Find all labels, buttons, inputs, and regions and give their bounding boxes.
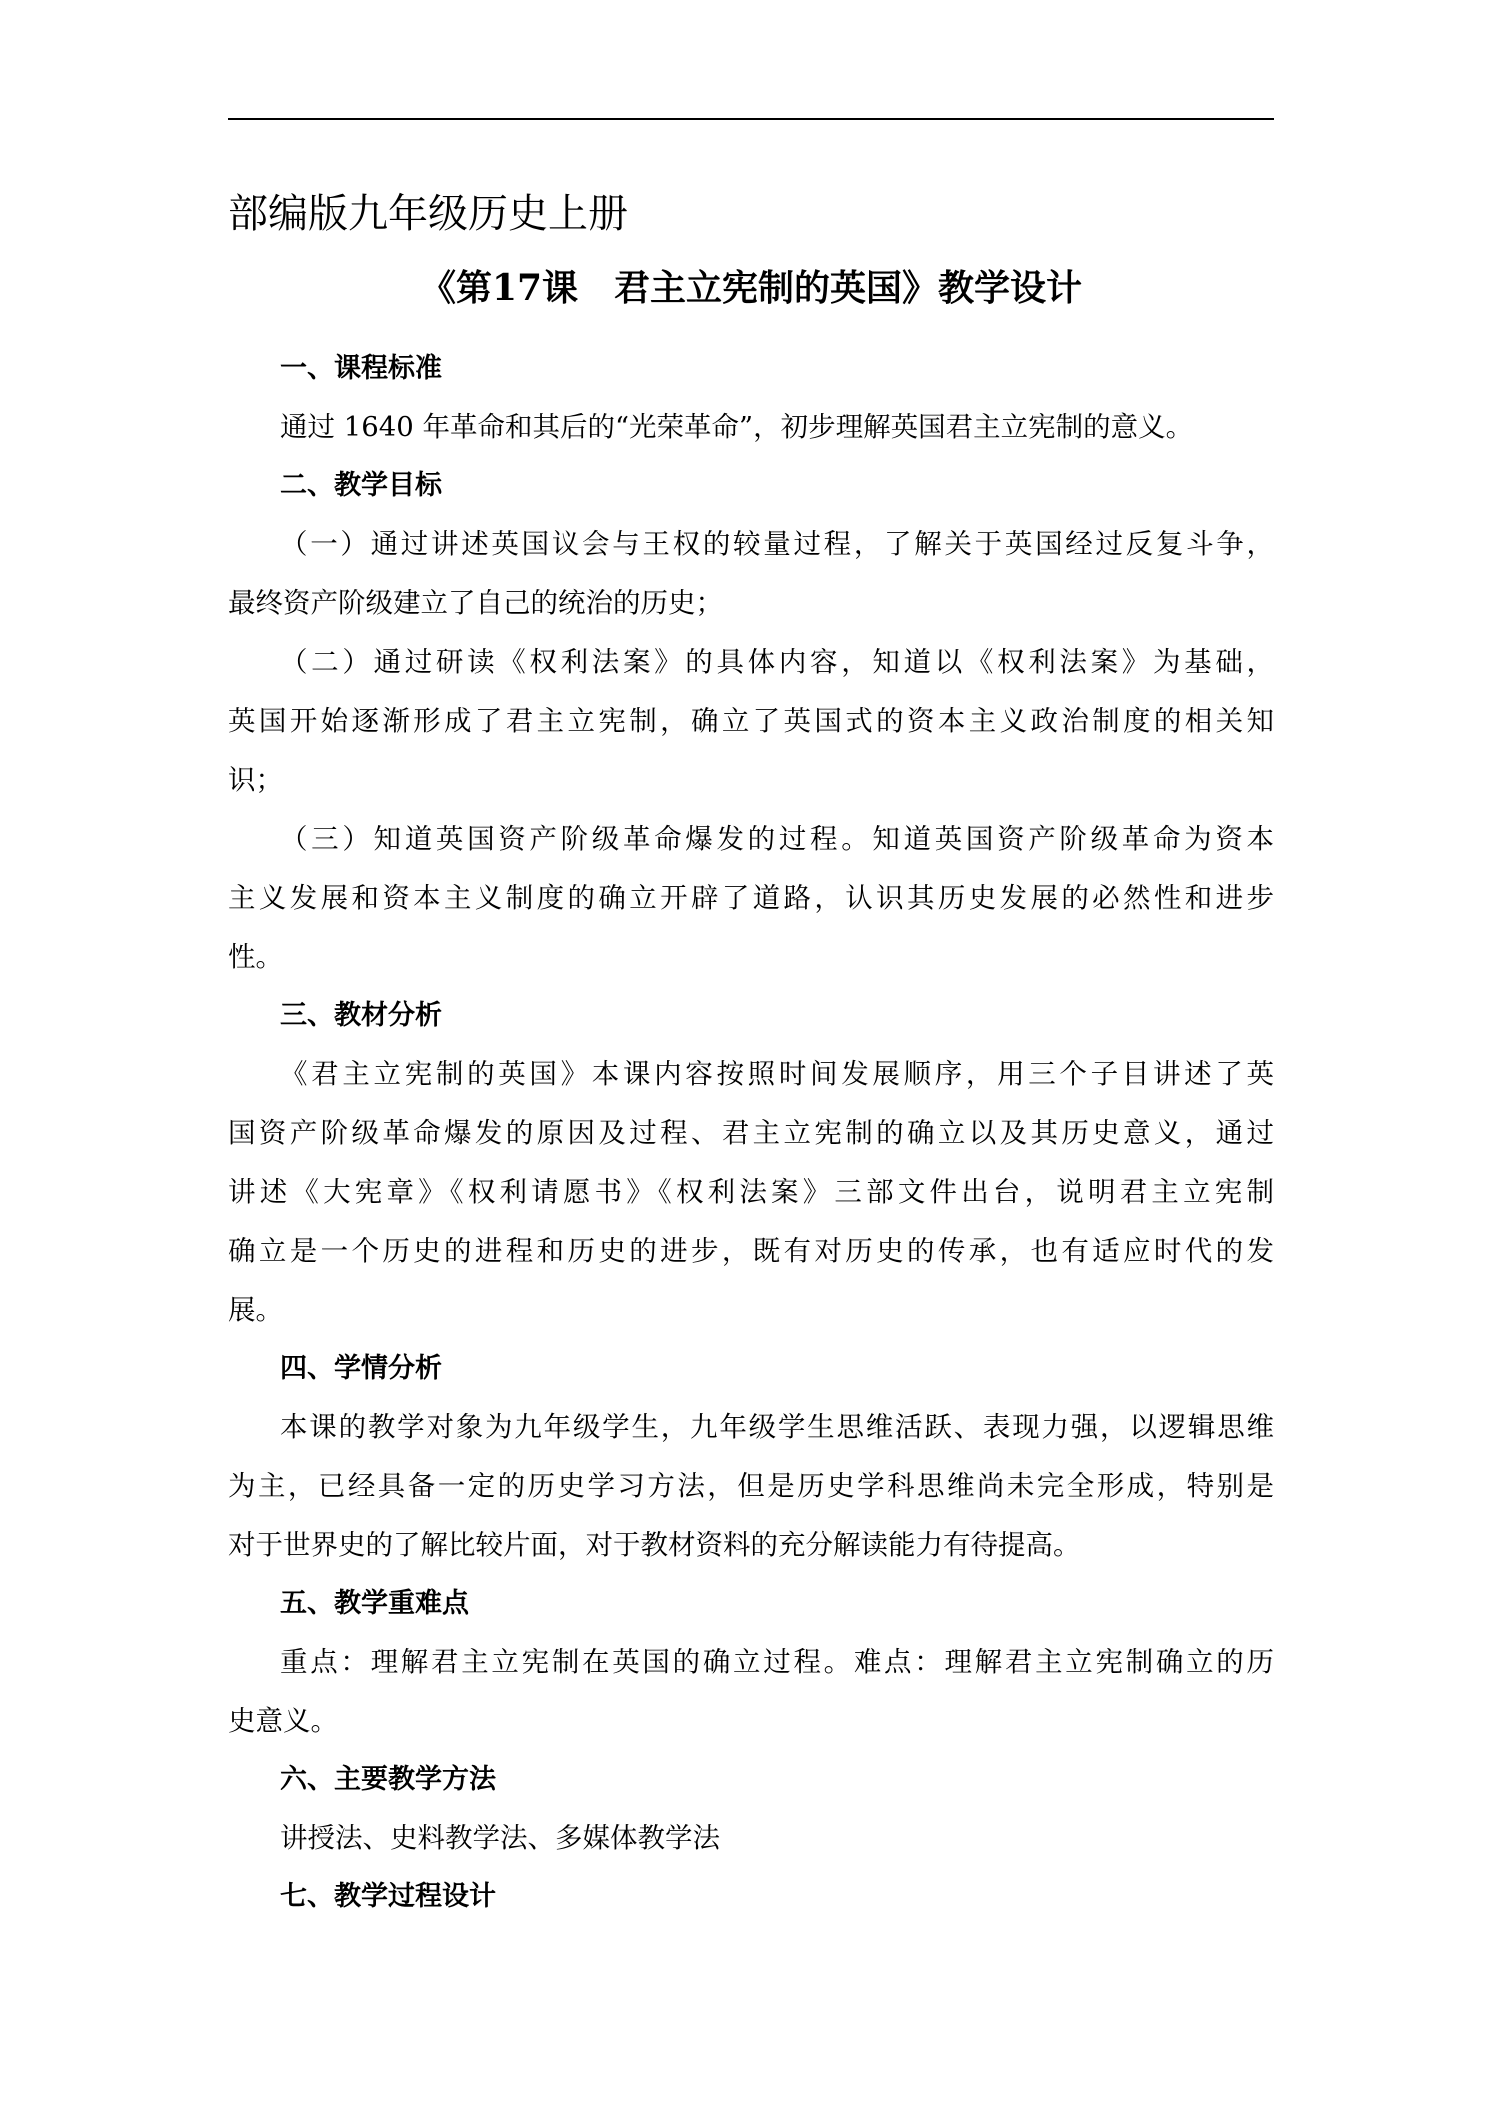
teaching-goal-3-paragraph bbox=[228, 810, 1274, 987]
paragraph-line: 国资产阶级革命爆发的原因及过程、君主立宪制的确立以及其历史意义，通过 bbox=[228, 1117, 1274, 1149]
section-heading-student-analysis: 四、学情分析 bbox=[280, 1353, 442, 1384]
paragraph-line: 确立是一个历史的进程和历史的进步，既有对历史的传承，也有适应时代的发 bbox=[228, 1235, 1274, 1267]
document-header: 部编版九年级历史上册 bbox=[228, 191, 628, 237]
paragraph-line: 最终资产阶级建立了自己的统治的历史； bbox=[228, 587, 723, 619]
paragraph-line: 性。 bbox=[228, 941, 283, 973]
paragraph-line: 讲授法、史料教学法、多媒体教学法 bbox=[280, 1822, 720, 1854]
paragraph-line: （二）通过研读《权利法案》的具体内容，知道以《权利法案》为基础， bbox=[280, 646, 1274, 678]
paragraph-line: 为主，已经具备一定的历史学习方法，但是历史学科思维尚未完全形成，特别是 bbox=[228, 1470, 1274, 1502]
header-rule bbox=[228, 118, 1274, 120]
paragraph-line: 英国开始逐渐形成了君主立宪制，确立了英国式的资本主义政治制度的相关知 bbox=[228, 705, 1274, 737]
student-analysis-paragraph bbox=[228, 1398, 1274, 1575]
key-difficult-points-paragraph bbox=[228, 1633, 1274, 1751]
paragraph-line: 通过 1640 年革命和其后的“光荣革命”，初步理解英国君主立宪制的意义。 bbox=[280, 411, 1194, 443]
section-heading-teaching-process: 七、教学过程设计 bbox=[280, 1881, 496, 1912]
teaching-goal-2-paragraph bbox=[228, 633, 1274, 810]
section-heading-textbook-analysis: 三、教材分析 bbox=[280, 1000, 442, 1031]
paragraph-line: 《君主立宪制的英国》本课内容按照时间发展顺序，用三个子目讲述了英 bbox=[280, 1058, 1274, 1090]
document-title: 《第17课 君主立宪制的英国》教学设计 bbox=[419, 267, 1083, 309]
teaching-methods-paragraph bbox=[228, 1809, 1274, 1868]
paragraph-line: （三）知道英国资产阶级革命爆发的过程。知道英国资产阶级革命为资本 bbox=[280, 823, 1274, 855]
section-heading-teaching-goals: 二、教学目标 bbox=[280, 470, 442, 501]
paragraph-line: 本课的教学对象为九年级学生，九年级学生思维活跃、表现力强，以逻辑思维 bbox=[280, 1411, 1274, 1443]
paragraph-line: 讲述《大宪章》《权利请愿书》《权利法案》三部文件出台，说明君主立宪制 bbox=[228, 1176, 1274, 1208]
paragraph-line: （一）通过讲述英国议会与王权的较量过程，了解关于英国经过反复斗争， bbox=[280, 528, 1274, 560]
section-heading-key-difficult-points: 五、教学重难点 bbox=[280, 1588, 469, 1619]
paragraph-line: 主义发展和资本主义制度的确立开辟了道路，认识其历史发展的必然性和进步 bbox=[228, 882, 1274, 914]
section-heading-curriculum-standard: 一、课程标准 bbox=[280, 353, 442, 384]
document-body bbox=[228, 340, 1274, 1926]
curriculum-standard-paragraph bbox=[228, 398, 1274, 457]
teaching-goal-1-paragraph bbox=[228, 515, 1274, 633]
paragraph-line: 识； bbox=[228, 764, 283, 796]
paragraph-line: 史意义。 bbox=[228, 1705, 338, 1737]
textbook-analysis-paragraph bbox=[228, 1045, 1274, 1340]
section-heading-teaching-methods: 六、主要教学方法 bbox=[280, 1764, 496, 1795]
paragraph-line: 展。 bbox=[228, 1294, 283, 1326]
paragraph-line: 重点：理解君主立宪制在英国的确立过程。难点：理解君主立宪制确立的历 bbox=[280, 1646, 1274, 1678]
paragraph-line: 对于世界史的了解比较片面，对于教材资料的充分解读能力有待提高。 bbox=[228, 1529, 1081, 1561]
